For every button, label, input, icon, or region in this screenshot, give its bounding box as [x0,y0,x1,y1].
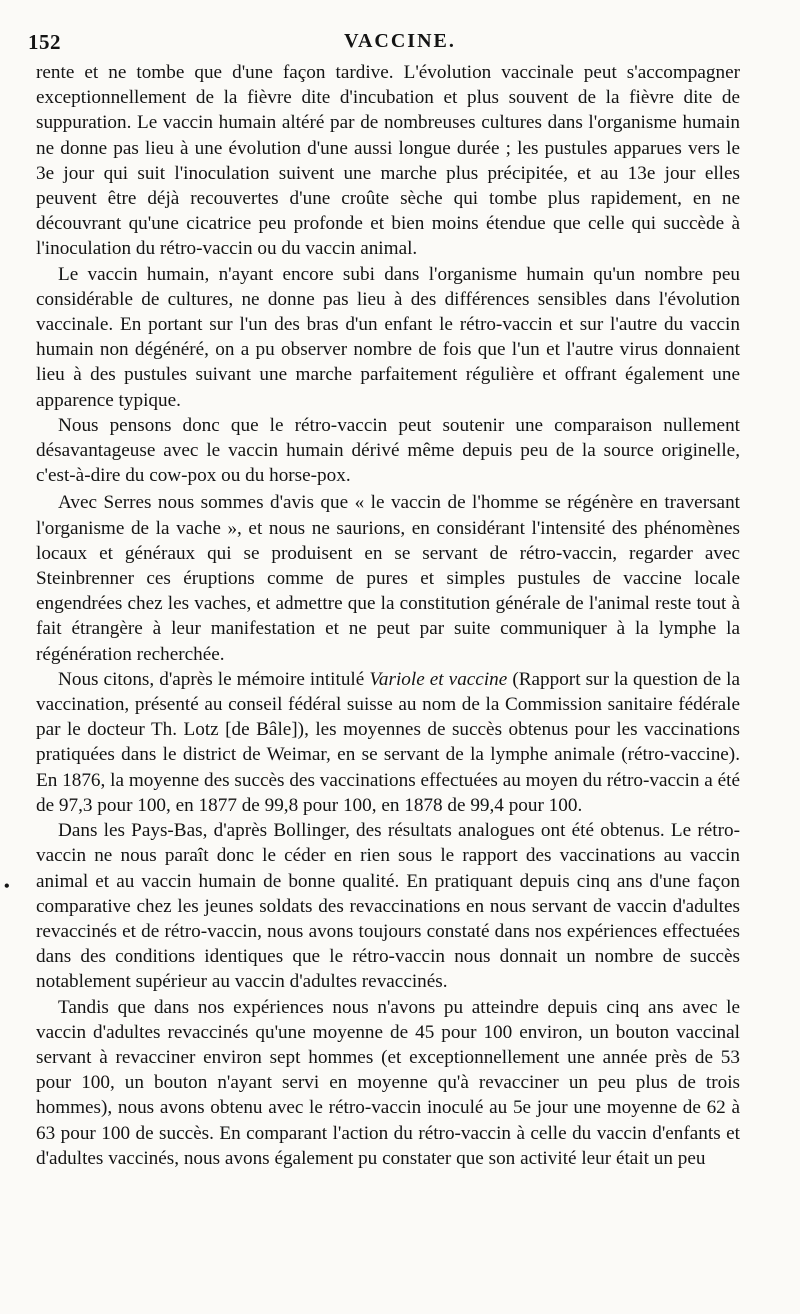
body-text [36,60,740,1171]
running-head: VACCINE. [344,30,456,52]
paragraph-3: Nous pensons donc que le rétro-vaccin peut soutenir une comparaison nullement désavantageuse avec le vaccin humain dérivé même depuis peu de la source originelle, c'est-à-dire du cow-pox ou du horse-pox. [36,414,740,487]
paragraph-6: Dans les Pays-Bas, d'après Bollinger, des résultats analogues ont été obtenus. Le rétro-vaccin ne nous paraît donc le céder en rien sous le rapport des vaccinations au vaccin animal et au vaccin humain de bonne qualité. En pratiquant depuis cinq ans d'une façon comparative chez les jeunes soldats des revaccinations en nous servant de vaccin d'adultes revaccinés et de rétro-vaccin, nous avons toujours constaté dans nos expériences effectuées dans des conditions identiques que le rétro-vaccin nous donnait un nombre de succès notablement supérieur au vaccin d'adultes revaccinés. [36,820,740,993]
page-header [28,24,772,54]
paragraph-1: rente et ne tombe que d'une façon tardive. L'évolution vaccinale peut s'accompagner exceptionnellement de la fièvre dite d'incubation et plus souvent de la fièvre dite de suppuration. Le vaccin humain altéré par de nombreuses cultures dans l'organisme humain ne donne pas lieu à une évolution d'une aussi longue durée ; les pustules apparues vers le 3e jour qui suit l'inoculation suivent une marche plus précipitée, et au 13e jour elles peuvent être déjà recouvertes d'une croûte sèche qui tombe plus rapidement, en ne découvrant qu'une cicatrice peu profonde et bien moins étendue que celle qui succède à l'inoculation du rétro-vaccin ou du vaccin animal. [36,62,740,260]
page-number: 152 [28,30,61,54]
paragraph-7: Tandis que dans nos expériences nous n'avons pu atteindre depuis cinq ans avec le vaccin d'adultes revaccinés qu'une moyenne de 45 pour 100 environ, un bouton vaccinal servant à revacciner environ sept hommes (et exceptionnellement une année près de 53 pour 100, un bouton n'ayant servi en moyenne qu'à revacciner un peu plus de trois hommes), nous avons obtenu avec le rétro-vaccin inoculé au 5e jour une moyenne de 62 à 63 pour 100 de succès. En comparant l'action du rétro-vaccin à celle du vaccin d'enfants et d'adultes vaccinés, nous avons également pu constater que son activité leur était un peu [36,996,740,1169]
paragraph-4: Avec Serres nous sommes d'avis que « le vaccin de l'homme se régénère en traversant l'organisme de la vache », et nous ne saurions, en considérant l'intensité des phénomènes locaux et généraux qui se produisent en se servant de rétro-vaccin, regarder avec Steinbrenner ces éruptions comme de pures et simples pustules de vaccine locale engendrées chez les vaches, et admettre que la constitution générale de l'animal reste tout à fait étrangère à leur manifestation et ne peut par suite communiquer à la lymphe la régénération recherchée. [36,492,740,665]
paragraph-5-lead: Nous citons, d'après le mémoire intitulé [58,668,370,690]
paragraph-5-rest: (Rapport sur la question de la vaccination, présenté au conseil fédéral suisse au nom de la Commission sanitaire fédérale par le docteur Th. Lotz [de Bâle]), les moyennes de succès obtenus pour les vaccinations pratiquées dans le district de Weimar, en se servant de la lymphe animale (rétro-vaccine). En 1876, la moyenne des succès des vaccinations effectuées au moyen du rétro-vaccin a été de 97,3 pour 100, en 1877 de 99,8 pour 100, en 1878 de 99,4 pour 100. [36,668,741,816]
paragraph-2: Le vaccin humain, n'ayant encore subi dans l'organisme humain qu'un nombre peu considérable de cultures, ne donne pas lieu à des différences sensibles dans l'évolution vaccinale. En portant sur l'un des bras d'un enfant le rétro-vaccin et sur l'autre du vaccin humain non dégénéré, on a pu observer nombre de fois que l'un et l'autre virus donnaient lieu à des pustules suivant une marche parfaitement régulière et offrant également une apparence typique. [36,263,740,411]
cited-title: Variole et vaccine [369,668,508,690]
paragraph-5 [36,667,740,818]
margin-mark: • [4,878,10,895]
